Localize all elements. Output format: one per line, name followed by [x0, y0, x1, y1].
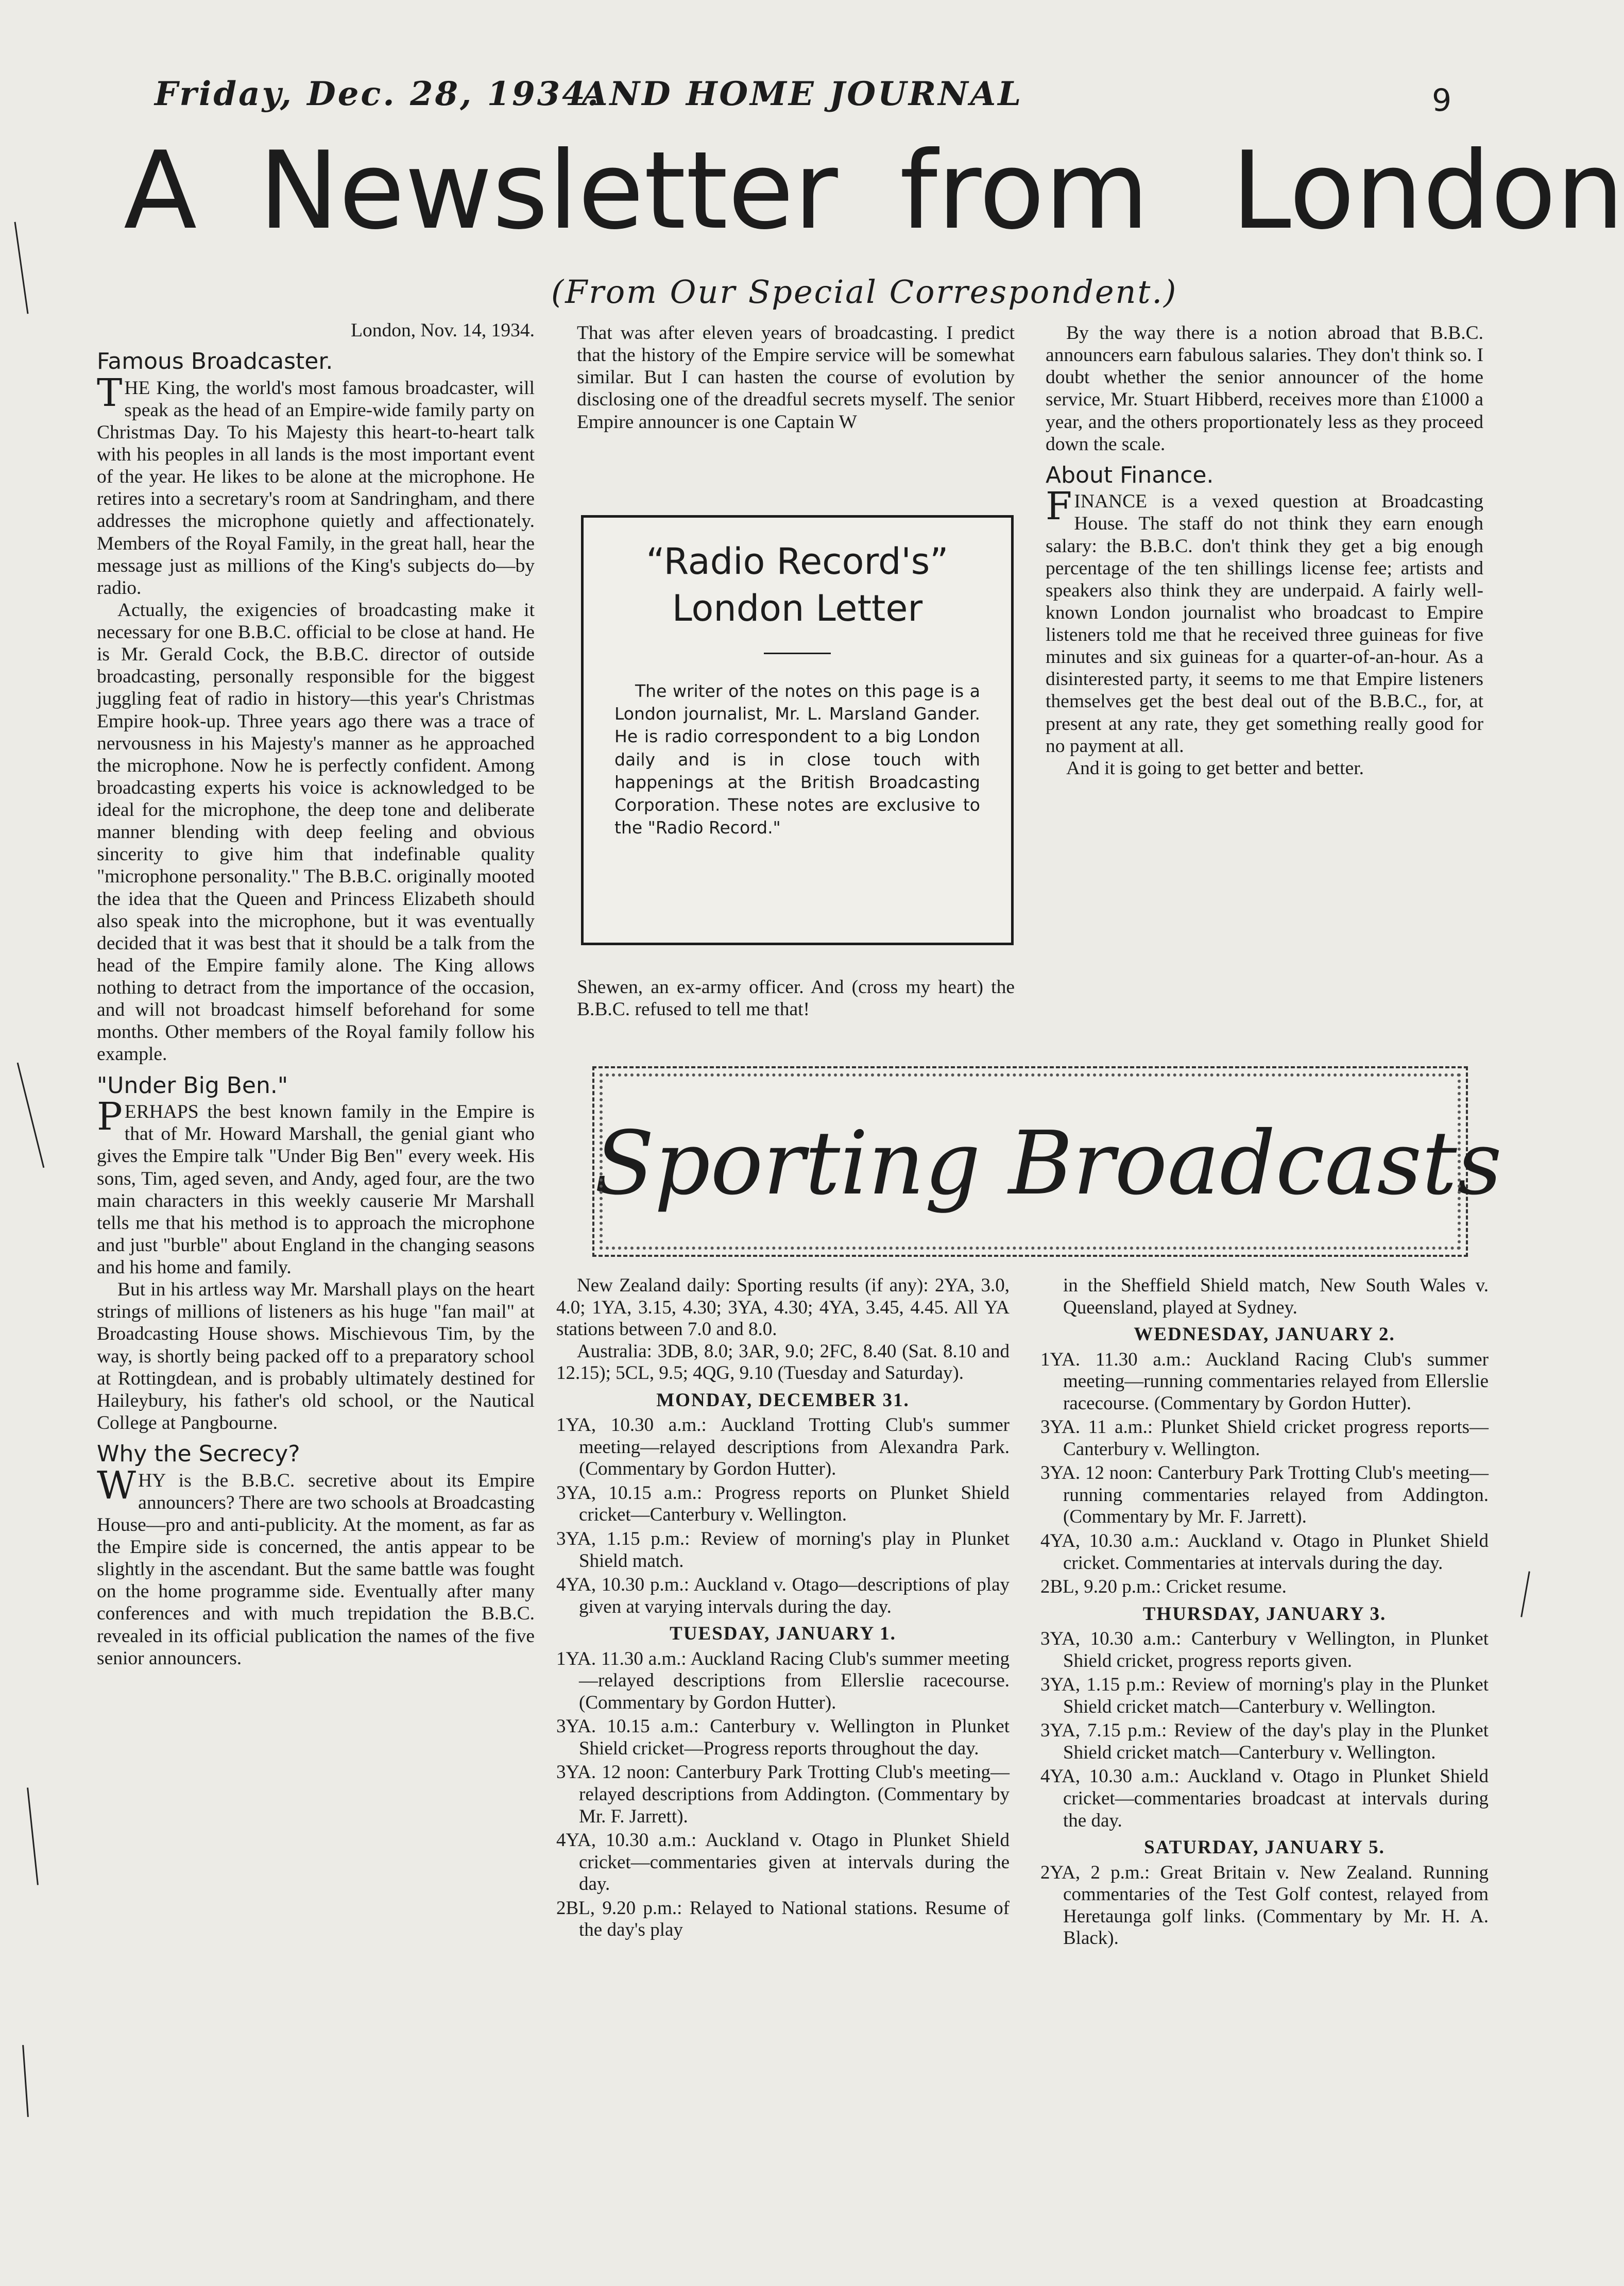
sidebar-title-line-2: London Letter — [672, 587, 923, 629]
drop-cap: T — [97, 370, 123, 415]
paragraph: But in his artless way Mr. Marshall plays on the heart strings of millions of listeners as his huge "fan mail" at Broadcasting House shows. Mischievous Tim, by the way, is shortly being packed off to a preparatory school at Rottingdean, and is probably ultimately destined for Haileybury, his father's old school, or the Nautical College at Pangbourne. — [97, 1279, 535, 1434]
schedule-entry: 1YA. 11.30 a.m.: Auckland Racing Club's summer meeting—relayed descriptions from Ellerslie racecourse. (Commentary by Gordon Hutter). — [556, 1648, 1010, 1713]
drop-cap: W — [97, 1463, 136, 1508]
subhead-famous-broadcaster: Famous Broadcaster. — [97, 348, 333, 375]
day-heading-tuesday: TUESDAY, JANUARY 1. — [670, 1623, 896, 1645]
paragraph-text: ERHAPS the best known family in the Empire is that of Mr. Howard Marshall, the genial giant who gives the Empire talk "Under Big Ben" every week. His sons, Tim, aged seven, and Andy, aged four, are the two main characters in this weekly causerie Mr Marshall tells me that his method is to approach the microphone and just "burble" about England in the changing seasons and his home and family. — [97, 1101, 535, 1278]
schedule-entry: 3YA, 10.30 a.m.: Canterbury v Wellington, in Plunket Shield cricket, progress reports given. — [1040, 1628, 1489, 1671]
paragraph-text: HY is the B.B.C. secretive about its Empire announcers? There are two schools at Broadcasting House—pro and anti-publicity. At the moment, as far as the Empire side is concerned, the antis appear to be slightly in the ascendant. But the same battle was fought on the home programme side. Eventually after many conferences and with much trepidation the B.B.C. revealed in its official publication the names of the five senior announcers. — [97, 1470, 535, 1669]
paragraph-text: HE King, the world's most famous broadcaster, will speak as the head of an Empire-wide family party on Christmas Day. To his Majesty this heart-to-heart talk with his peoples in all lands is the most important event of the year. He likes to be alone at the microphone. He retires into a secretary's room at Sandringham, and there addresses the microphone quietly and affectionately. Members of the Royal Family, in the great hall, hear the message just as millions of the King's subjects do—by radio. — [97, 377, 535, 599]
schedule-column-right — [1040, 1275, 1489, 1952]
sidebar-title — [584, 538, 1011, 632]
schedule-entry: 4YA, 10.30 p.m.: Auckland v. Otago—descriptions of play given at varying intervals during the day. — [556, 1574, 1010, 1617]
drop-cap: F — [1046, 484, 1072, 529]
day-heading-wednesday: WEDNESDAY, JANUARY 2. — [1134, 1324, 1395, 1345]
schedule-entry: 4YA, 10.30 a.m.: Auckland v. Otago in Plunket Shield cricket. Commentaries at intervals during the day. — [1040, 1530, 1489, 1574]
sporting-title: Sporting Broadcasts — [594, 1113, 1502, 1215]
schedule-entry: 4YA, 10.30 a.m.: Auckland v. Otago in Plunket Shield cricket—commentaries given at intervals during the day. — [556, 1830, 1010, 1895]
subhead-under-big-ben: "Under Big Ben." — [97, 1072, 288, 1099]
title-word-a: A — [124, 129, 197, 253]
day-heading-monday: MONDAY, DECEMBER 31. — [656, 1389, 910, 1411]
paragraph: That was after eleven years of broadcasting. I predict that the history of the Empire service will be somewhat similar. But I can hasten the course of evolution by disclosing one of the dreadful secrets myself. The senior Empire announcer is one Captain W — [577, 322, 1015, 433]
scan-mark — [1520, 1571, 1530, 1617]
schedule-entry: 3YA, 1.15 p.m.: Review of morning's play in Plunket Shield match. — [556, 1528, 1010, 1572]
schedule-entry: 3YA, 1.15 p.m.: Review of morning's play in the Plunket Shield cricket match—Canterbury v. Wellington. — [1040, 1674, 1489, 1717]
paragraph — [97, 370, 535, 599]
schedule-entry: 3YA. 10.15 a.m.: Canterbury v. Wellington in Plunket Shield cricket—Progress reports throughout the day. — [556, 1716, 1010, 1759]
sporting-banner — [592, 1066, 1502, 1257]
title-word-newsletter: Newsletter — [259, 129, 838, 253]
paragraph — [97, 1095, 535, 1278]
paragraph: Shewen, an ex-army officer. And (cross my heart) the B.B.C. refused to tell me that! — [577, 977, 1015, 1020]
day-heading-saturday: SATURDAY, JANUARY 5. — [1144, 1837, 1385, 1858]
subhead-about-finance: About Finance. — [1046, 462, 1214, 488]
schedule-entry: 3YA. 11 a.m.: Plunket Shield cricket progress reports—Canterbury v. Wellington. — [1040, 1417, 1489, 1460]
scan-mark — [22, 2045, 29, 2117]
schedule-entry: 2BL, 9.20 p.m.: Relayed to National stations. Resume of the day's play — [556, 1897, 1010, 1941]
column-2-top — [577, 322, 1015, 433]
page-title — [124, 129, 1624, 253]
schedule-intro-australia: Australia: 3DB, 8.0; 3AR, 9.0; 2FC, 8.40 (Sat. 8.10 and 12.15); 5CL, 9.5; 4QG, 9.10 (Tuesday and Saturday). — [556, 1340, 1010, 1384]
day-heading-thursday: THURSDAY, JANUARY 3. — [1142, 1603, 1387, 1625]
page-number: 9 — [1432, 82, 1452, 118]
paragraph: And it is going to get better and better. — [1066, 757, 1364, 779]
schedule-carryover: in the Sheffield Shield match, New South Wales v. Queensland, played at Sydney. — [1063, 1275, 1489, 1318]
paragraph: By the way there is a notion abroad that B.B.C. announcers earn fabulous salaries. They don't think so. I doubt whether the senior announcer of the home service, Mr. Stuart Hibberd, receives more than £1000 a year, and the others proportionately less as they proceed down the scale. — [1046, 322, 1483, 455]
scan-mark — [17, 1063, 45, 1168]
schedule-entry: 3YA. 12 noon: Canterbury Park Trotting Club's meeting—running commentaries relayed from Addington. (Commentary by Mr. F. Jarrett). — [1040, 1462, 1489, 1528]
drop-cap: P — [97, 1095, 123, 1139]
schedule-entry: 3YA, 10.15 a.m.: Progress reports on Plunket Shield cricket—Canterbury v. Wellington. — [556, 1482, 1010, 1526]
scan-mark — [14, 222, 28, 314]
running-head-date: Friday, Dec. 28, 1934. — [155, 75, 601, 113]
schedule-column-left — [556, 1275, 1010, 1943]
sidebar-text: The writer of the notes on this page is a London journalist, Mr. L. Marsland Gander. He is radio correspondent to a big London daily and is in close touch with happenings at the British Broadcasting Corporation. These notes are exclusive to the "Radio Record." — [614, 681, 980, 838]
column-2-bottom — [577, 976, 1015, 1020]
subhead-why-the-secrecy: Why the Secrecy? — [97, 1441, 300, 1468]
column-3 — [1046, 322, 1483, 779]
schedule-entry: 3YA, 7.15 p.m.: Review of the day's play in the Plunket Shield cricket match—Canterbury v. Wellington. — [1040, 1720, 1489, 1763]
schedule-entry: 1YA, 10.30 a.m.: Auckland Trotting Club's summer meeting—relayed descriptions from Alexandra Park. (Commentary by Gordon Hutter). — [556, 1414, 1010, 1480]
paragraph — [97, 1463, 535, 1669]
schedule-entry: 3YA. 12 noon: Canterbury Park Trotting Club's meeting—relayed descriptions from Addington. (Commentary by Mr. F. Jarrett). — [556, 1762, 1010, 1827]
title-word-from: from — [899, 129, 1149, 253]
running-head-publication: AND HOME JOURNAL — [582, 75, 1023, 113]
schedule-entry: 2YA, 2 p.m.: Great Britain v. New Zealand. Running commentaries of the Test Golf contest, relayed from Heretaunga golf links. (Commentary by Mr. H. A. Black). — [1040, 1862, 1489, 1949]
title-word-london: London — [1231, 129, 1624, 253]
paragraph-text: INANCE is a vexed question at Broadcasting House. The staff do not think they earn enough salary: the B.B.C. don't think they get a big enough percentage of the ten shillings license fee; artists and speakers also think they are underpaid. A fairly well-known London journalist who broadcast to Empire listeners told me that he received three guineas for five minutes and six guineas for a quarter-of-an-hour. As a disinterested party, it seems to me that Empire listeners themselves get the best deal out of the B.B.C., for, at present at any rate, they get something really good for no payment at all. — [1046, 491, 1483, 757]
schedule-entry: 2BL, 9.20 p.m.: Cricket resume. — [1040, 1576, 1287, 1598]
sidebar-divider — [764, 653, 831, 654]
paragraph: Actually, the exigencies of broadcasting make it necessary for one B.B.C. official to be close at hand. He is Mr. Gerald Cock, the B.B.C. director of outside broadcasting, personally responsible for the biggest juggling feat of radio in history—this year's Christmas Empire hook-up. Three years ago there was a trace of nervousness in his Majesty's manner as he approached the microphone. Now he is perfectly confident. Among broadcasting experts his voice is acknowledged to be ideal for the microphone, the deep tone and deliberate manner blending with deep feeling and obvious sincerity to give him that indefinable quality "microphone personality." The B.B.C. originally mooted the idea that the Queen and Princess Elizabeth should also speak into the microphone, but it was eventually decided that it was best that it should be a talk from the head of the Empire family alone. The King allows nothing to detract from the importance of the occasion, and will not broadcast himself beforehand for some months. Other members of the Royal family follow his example. — [97, 599, 535, 1065]
sidebar-box — [581, 515, 1014, 945]
paragraph — [1046, 484, 1483, 757]
dateline: London, Nov. 14, 1934. — [351, 320, 535, 341]
scan-mark — [27, 1787, 39, 1885]
sidebar-title-line-1: “Radio Record's” — [646, 540, 949, 583]
column-1 — [97, 319, 535, 1669]
schedule-entry: 4YA, 10.30 a.m.: Auckland v. Otago in Plunket Shield cricket—commentaries broadcast at intervals during the day. — [1040, 1766, 1489, 1831]
schedule-intro-nz: New Zealand daily: Sporting results (if any): 2YA, 3.0, 4.0; 1YA, 3.15, 4.30; 3YA, 4.30; 4YA, 3.45, 4.45. All YA stations between 7.0 and 8.0. — [556, 1275, 1010, 1340]
byline: (From Our Special Correspondent.) — [551, 273, 1178, 311]
schedule-entry: 1YA. 11.30 a.m.: Auckland Racing Club's summer meeting—running commentaries relayed from Ellerslie racecourse. (Commentary by Gordon Hutter). — [1040, 1349, 1489, 1414]
